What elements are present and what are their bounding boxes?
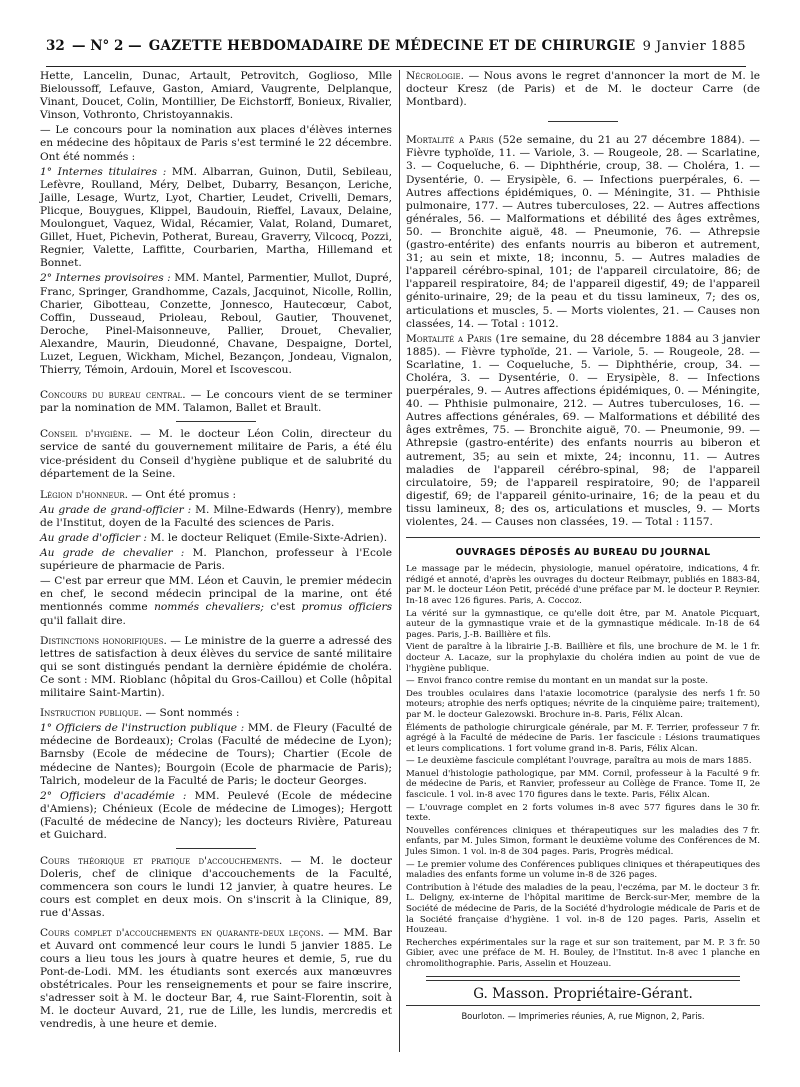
list-item: 3 fr. Contribution à l'étude des maladies de la peau, l'eczéma, par M. le docteur L. Deligny, ex-interne de l'hôpital maritime de Berck-sur-Mer, membre de la Société de médecine de Paris, de la Société d'hydrologie médicale de Paris et de la Société française d'hygiène. 1 vol. in-8 de 120 pages. Paris, Asselin et Houzeau. (406, 882, 760, 936)
list-item: 3 fr. 50 Recherches expérimentales sur la rage et sur son traitement, par M. P. Gibier, avec une préface de M. H. Bouley, de l'Institut. In-8 avec 1 planche en chromolithographie. Paris, Asselin et Houzeau. (406, 937, 760, 969)
grand-officier: Au grade de grand-officier : M. Milne-Edwards (Henry), membre de l'Institut, doyen de la Faculté des sciences de Paris. (40, 503, 392, 529)
officiers-instruction: 1° Officiers de l'instruction publique : MM. de Fleury (Faculté de médecine de Bordeaux); Crolas (Faculté de médecine de Lyon); Barnsby (Ecole de médecine de Tours); Chartier (Ecole de médecine de Nantes); Bourgoin (Ecole de pharmacie de Paris); Talrich, modeleur de la Faculté de Paris; le docteur Georges. (40, 722, 392, 787)
printer-line: Bourloton. — Imprimeries réunies, A, rue Mignon, 2, Paris. (461, 1010, 705, 1021)
issue-date: 9 Janvier 1885 (642, 39, 746, 54)
page-number: 32 (46, 38, 65, 54)
divider (548, 121, 618, 122)
list-item: — Le deuxième fascicule complétant l'ouvrage, paraîtra au mois de mars 1885. (406, 756, 752, 767)
list-item: 7 fr. Nouvelles conférences cliniques et thérapeutiques sur les maladies des enfants, par M. Jules Simon, formant le deuxième volume des Conférences de M. Jules Simon. 1 vol. in-8 de 304 pages. Paris, Progrès médical. (406, 825, 760, 858)
list-item: — Le premier volume des Conférences publiques cliniques et thérapeutiques des maladies des enfants forme un volume in-8 de 326 pages. (406, 859, 761, 881)
list-item: La vérité sur la gymnastique, ce qu'elle doit être, par M. Anatole Picquart, auteur de la gymnastique vraie et de la gymnastique médicale. In-18 de 64 pages. Paris, J.-B. Baillière et fils. (406, 608, 760, 640)
journal-title: GAZETTE HEBDOMADAIRE DE MÉDECINE ET DE CHIRURGIE (148, 38, 636, 54)
list-item: 30 fr. — L'ouvrage complet en 2 forts volumes in-8 avec 577 figures dans le texte. (406, 802, 760, 824)
divider (176, 421, 256, 422)
list-item: 9 fr. Manuel d'histologie pathologique, par MM. Cornil, professeur à la Faculté de médecine de Paris, et Ranvier, professeur au Collège de France. Tome II, 2e fascicule. 1 vol. in-8 avec 170 figures dans le texte. Paris, Félix Alcan. (406, 768, 760, 801)
internes-announcement: — Le concours pour la nomination aux places d'élèves internes en médecine des hôpitaux de Paris s'est terminé le 22 décembre. Ont été nommés : (40, 124, 392, 163)
erratum: — C'est par erreur que MM. Léon et Cauvin, le premier médecin en chef, le second médecin principal de la marine, ont été mentionnés comme nommés chevaliers; c'est promus officiers qu'il fallait dire. (40, 575, 393, 627)
list-item: 4 fr. Le massage par le médecin, physiologie, manuel opératoire, indications, rédigé et annoté, d'après les ouvrages du docteur Reibmayr, publiés en 1883-84, par M. le docteur Léon Petit, précédé d'une préface par M. le docteur P. Reynier. In-18 avec 126 figures. Paris, A. Coccoz. (406, 564, 760, 606)
ouvrages-list (406, 564, 760, 969)
internes-titulaires: 1° Internes titulaires : MM. Albarran, Guinon, Dutil, Sebileau, Lefèvre, Roulland, Méry, Delbet, Dubarry, Besançon, Leriche, Jaille, Lesage, Wurtz, Lyot, Chartier, Leudet, Crivelli, Demars, Plicque, Bouygues, Klippel, Baudouin, Rieffel, Lavaux, Delaine, Moulonguet, Vaquez, Widal, Récamier, Valat, Roland, Dumaret, Gillet, Huet, Pichevin, Potherat, Bureau, Graverry, Vilcocq, Pozzi, Regnier, Valette, Laffitte, Courbarien, Martha, Hillemand et Bonnet. (40, 165, 392, 270)
instruction-publique: Instruction publique. — Sont nommés : (40, 707, 240, 720)
internes-provisoires: 2° Internes provisoires : MM. Mantel, Parmentier, Mullot, Dupré, Franc, Springer, Grandhomme, Cazals, Jacquinot, Nicolle, Rollin, Charier, Gibotteau, Conzette, Jonnesco, Hautecœur, Cabot, Coffin, Dusseaud, Prioleau, Reboul, Gautier, Thouvenet, Deroche, Pinel-Maisonneuve, Pallier, Drouet, Chevalier, Alexandre, Maurin, Dieudonné, Chavane, Despaigne, Dortel, Luzet, Leguen, Wickham, Michel, Bezançon, Jondeau, Vignalon, Thierry, Témoin, Ardouin, Morel et Iscovescou. (40, 272, 392, 377)
list-item: 7 fr. Éléments de pathologie chirurgicale générale, par M. F. Terrier, professeur agrégé à la Faculté de médecine de Paris. 1er fascicule : Lésions traumatiques et leurs complications. 1 fort volume grand in-8. Paris, Félix Alcan. (406, 722, 760, 754)
proprietaire-gerant: G. Masson. Propriétaire-Gérant. (473, 985, 693, 1002)
officier: Au grade d'officier : M. le docteur Reliquet (Emile-Sixte-Adrien). (40, 532, 388, 544)
names-continued: Hette, Lancelin, Dunac, Artault, Petrovitch, Goglioso, Mlle Bieloussoff, Lefauve, Gaston, Amiard, Vaugrente, Delplanque, Vinant, Doucet, Colin, Montillier, De Eichstorff, Bonieux, Rivalier, Vinson, Vothronto, Christoyannakis. (40, 70, 392, 122)
divider (176, 848, 256, 849)
cours-complet: Cours complet d'accouchements en quarante-deux leçons. — MM. Bar et Auvard ont commencé leur cours le lundi 5 janvier 1885. Le cours a lieu tous les jours à quatre heures et demie, 5, rue du Pont-de-Lodi. MM. les étudiants sont exercés aux manœuvres obstétricales. Pour les renseignements et pour se faire inscrire, s'adresser soit à M. le docteur Bar, 4, rue Saint-Florentin, soit à M. le docteur Auvard, 21, rue de Lille, les lundis, mercredis et vendredis, à une heure et demie. (40, 926, 392, 1031)
list-item: — Envoi franco contre remise du montant en un mandat sur la poste. (406, 676, 708, 687)
conseil-hygiene: Conseil d'hygiène. — M. le docteur Léon Colin, directeur du service de santé du gouvernement militaire de Paris, a été élu vice-président du Conseil d'hygiène publique et de salubrité du département de la Seine. (40, 428, 392, 480)
divider (406, 537, 760, 538)
bureau-central: Concours du bureau central. — Le concours vient de se terminer par la nomination de MM. Talamon, Ballet et Brault. (40, 389, 393, 415)
distinctions-honorifiques: Distinctions honorifiques. — Le ministre de la guerre a adressé des lettres de satisfaction à deux élèves du service de santé militaire qui se sont distingués pendant la dernière épidémie de choléra. Ce sont : MM. Rioblanc (hôpital du Gros-Caillou) et Colle (hôpital militaire Saint-Martin). (40, 634, 392, 700)
list-item: 1 fr. 50 Des troubles oculaires dans l'ataxie locomotrice (paralysie des nerfs moteurs; atrophie des nerfs optiques; névrite de la cinquième paire; traitement), par M. le docteur Galezowski. Brochure in-8. Paris, Félix Alcan. (406, 688, 760, 720)
mortalite-1re: Mortalité a Paris (1re semaine, du 28 décembre 1884 au 3 janvier 1885). — Fièvre typhoïde, 21. — Variole, 5. — Rougeole, 28. — Scarlatine, 1. — Coqueluche, 5. — Diphthérie, croup, 34. — Choléra, 3. — Dysentérie, 0. — Erysipèle, 8. — Infections puerpérales, 9. — Autres affections épidémiques, 0. — Méningite, 40. — Phthisie pulmonaire, 212. — Autres tuberculoses, 16. — Autres affections générales, 69. — Malformations et débilité des âges extrêmes, 75. — Bronchite aiguë, 70. — Pneumonie, 99. — Athrepsie (gastro-entérite) des enfants nourris au biberon et autrement, 35; au sein et mixte, 24; inconnu, 11. — Autres maladies de l'appareil cérébro-spinal, 98; de l'appareil circulatoire, 59; de l'appareil respiratoire, 90; de l'appareil digestif, 69; de l'appareil génito-urinaire, 16; de la peau et du tissu lamineux, 8; des os, articulations et muscles, 9. — Morts violentes, 24. — Causes non classées, 19. — Total : 1157. (406, 332, 760, 528)
mortalite-52e: Mortalité a Paris (52e semaine, du 21 au 27 décembre 1884). — Fièvre typhoïde, 11. — Variole, 3. — Rougeole, 28. — Scarlatine, 3. — Coqueluche, 6. — Diphthérie, croup, 38. — Choléra, 1. — Dysentérie, 0. — Erysipèle, 6. — Infections puerpérales, 6. — Autres affections épidémiques, 0. — Méningite, 31. — Phthisie pulmonaire, 177. — Autres tuberculoses, 22. — Autres affections générales, 56. — Malformations et débilité des âges extrêmes, 50. — Bronchite aiguë, 48. — Pneumonie, 76. — Athrepsie (gastro-entérite) des enfants nourris au biberon et autrement, 31; au sein et mixte, 18; inconnu, 5. — Autres maladies de l'appareil cérébro-spinal, 101; de l'appareil circulatoire, 86; de l'appareil respiratoire, 84; de l'appareil digestif, 49; de l'appareil génito-urinaire, 29; de la peau et du tissu lamineux, 7; des os, articulations et muscles, 5. — Morts violentes, 21. — Causes non classées, 14. — Total : 1012. (406, 134, 760, 330)
issue-number: — N° 2 — (72, 38, 142, 54)
officiers-academie: 2° Officiers d'académie : MM. Peulevé (Ecole de médecine d'Amiens); Chénieux (Ecole de médecine de Limoges); Hergott (Faculté de médecine de Nancy); les docteurs Rivière, Patureau et Guichard. (40, 789, 392, 841)
left-column (40, 70, 392, 1033)
cours-accouchements: Cours théorique et pratique d'accouchements. — M. le docteur Doleris, chef de clinique d'accouchements de la Faculté, commencera son cours le lundi 12 janvier, à quatre heures. Le cours est complet en deux mois. On s'inscrit à la Clinique, 89, rue d'Assas. (40, 855, 392, 920)
divider (406, 1005, 760, 1006)
page-header (46, 38, 746, 67)
chevalier: Au grade de chevalier : M. Planchon, professeur à l'Ecole supérieure de pharmacie de Paris. (40, 547, 393, 573)
necrologie: Nécrologie. — Nous avons le regret d'annoncer la mort de M. le docteur Kresz (de Paris) et de M. le docteur Carre (de Montbard). (406, 70, 760, 109)
list-item: 1 fr. Vient de paraître à la librairie J.-B. Baillière et fils, une brochure de M. le docteur A. Lacaze, sur la prophylaxie du choléra indien au point de vue de l'hygiène publique. (406, 642, 760, 674)
legion-honneur: Légion d'honneur. — Ont été promus : (40, 488, 237, 501)
column-divider (399, 70, 400, 1052)
double-rule (426, 976, 740, 981)
ouvrages-title: OUVRAGES DÉPOSÉS AU BUREAU DU JOURNAL (455, 547, 711, 559)
right-column (406, 70, 760, 1023)
